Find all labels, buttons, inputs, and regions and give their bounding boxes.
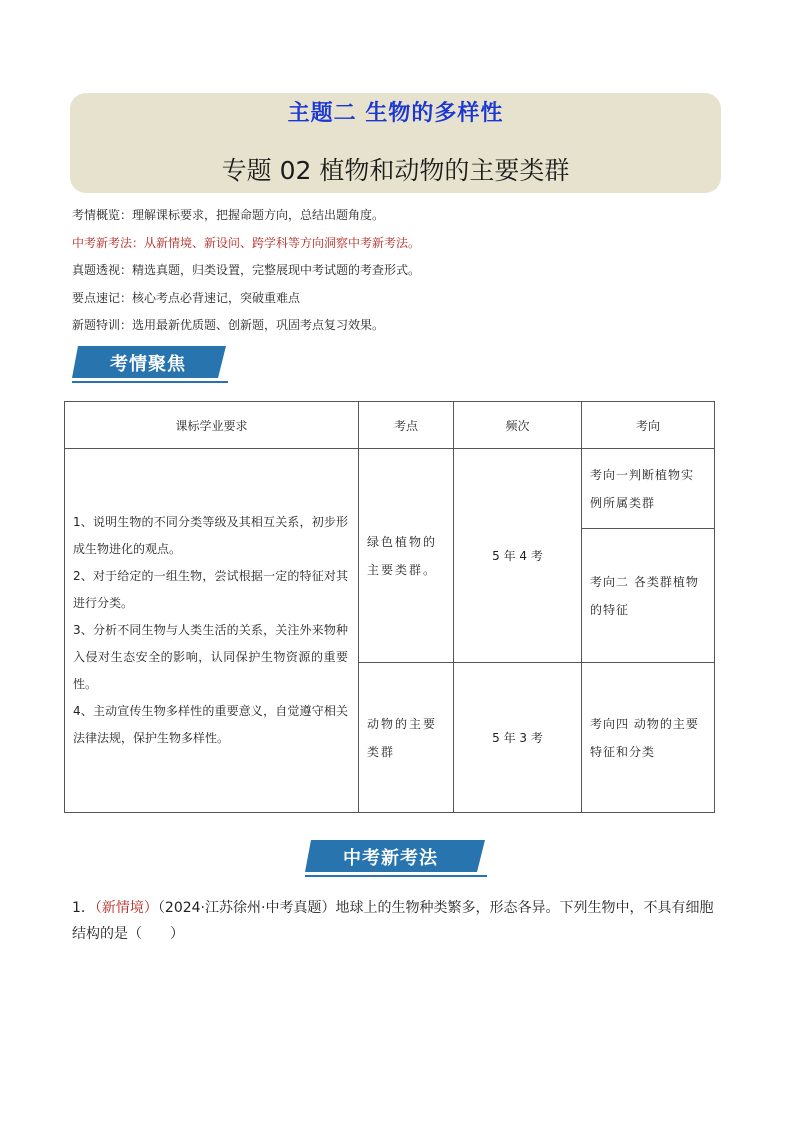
frequency-cell: 5 年 4 考 [454,449,582,663]
theme-title: 主题二 生物的多样性 [287,101,504,126]
question-number: 1． [72,900,95,916]
section-tag-new-method [305,840,487,878]
intro-line-key-points: 要点速记：核心考点必背速记，突破重难点 [72,290,301,305]
title-banner [70,93,721,193]
requirement-item: 1、说明生物的不同分类等级及其相互关系，初步形成生物进化的观点。 [73,515,348,556]
question-text: 地球上的生物种类繁多，形态各异。下列生物中，不具有细胞结构的是（ ） [72,900,714,942]
intro-list [72,205,732,343]
requirement-item: 2、对于给定的一组生物，尝试根据一定的特征对其进行分类。 [73,569,348,610]
direction-cell: 考向一判断植物实例所属类群 [582,449,715,529]
table-row [65,449,715,529]
intro-line-real-questions: 真题透视：精选真题，归类设置，完整展现中考试题的考查形式。 [72,263,421,277]
requirement-item: 4、主动宣传生物多样性的重要意义，自觉遵守相关法律法规，保护生物多样性。 [73,704,348,745]
requirements-cell [65,449,359,813]
intro-line-overview: 考情概览：理解课标要求，把握命题方向，总结出题角度。 [72,208,385,222]
section-tag-underline [305,875,487,877]
intro-line-training: 新题特训：选用最新优质题、创新题，巩固考点复习效果。 [72,318,385,332]
table-header-row [65,402,715,449]
intro-line-new-method: 中考新考法：从新情境、新设问、跨学科等方向洞察中考新考法。 [72,235,421,250]
section-tag-label: 中考新考法 [343,848,438,869]
point-cell: 动物的主要类群 [359,663,454,813]
section-tag-focus [72,346,228,384]
frequency-cell: 5 年 3 考 [454,663,582,813]
question-source: （2024·江苏徐州·中考真题） [157,900,336,916]
direction-cell: 考向四 动物的主要特征和分类 [582,663,715,813]
header-requirements: 课标学业要求 [65,402,359,449]
requirements-table [64,401,715,813]
question-tag: （新情境） [94,900,158,916]
header-point: 考点 [359,402,454,449]
requirement-item: 3、分析不同生物与人类生活的关系，关注外来物种入侵对生态安全的影响，认同保护生物资源的重要性。 [73,623,348,691]
question-1 [72,895,724,947]
direction-cell: 考向二 各类群植物的特征 [582,529,715,663]
header-direction: 考向 [582,402,715,449]
section-tag-underline [72,381,228,383]
section-tag-label: 考情聚焦 [110,354,186,375]
topic-title: 专题 02 植物和动物的主要类群 [221,156,570,185]
header-frequency: 频次 [454,402,582,449]
point-cell: 绿色植物的主要类群。 [359,449,454,663]
